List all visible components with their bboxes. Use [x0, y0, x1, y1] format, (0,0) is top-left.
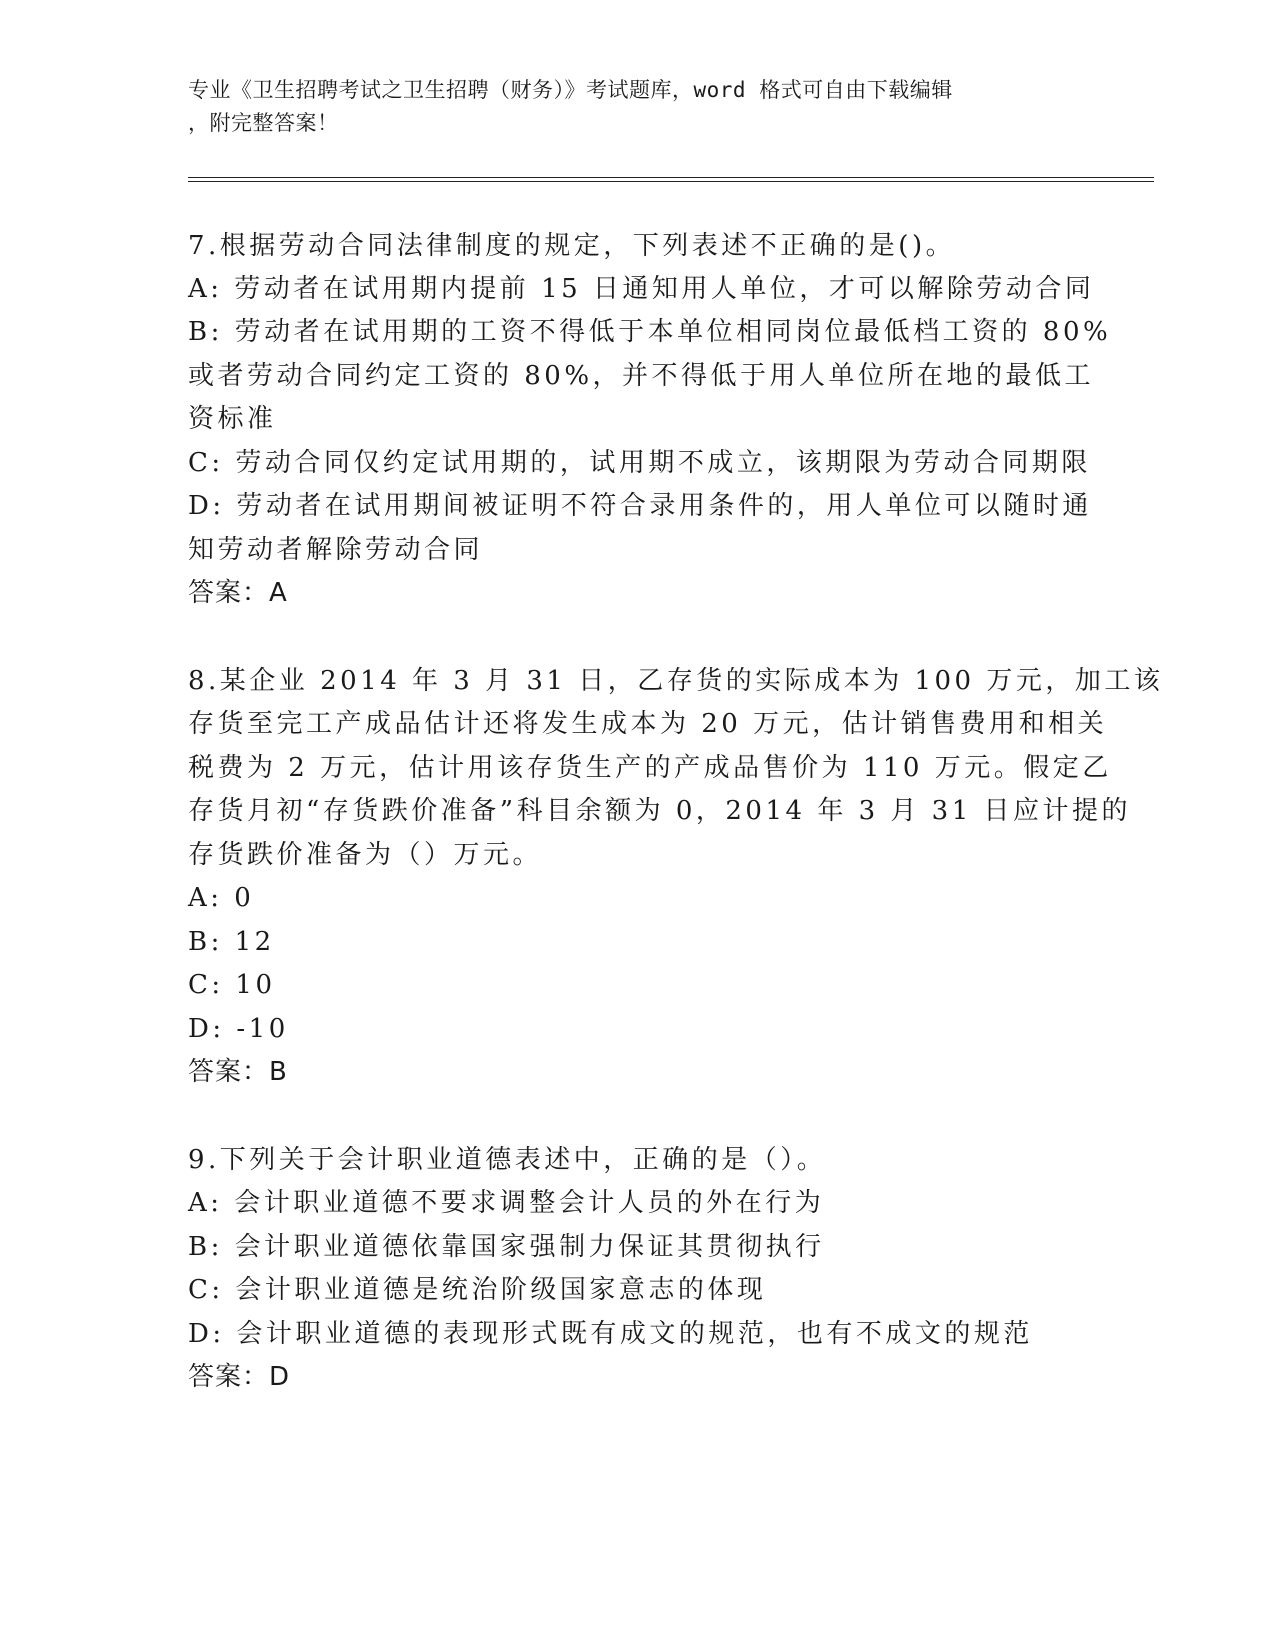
question-9-stem: 9.下列关于会计职业道德表述中，正确的是（）。	[188, 1145, 827, 1175]
question-7-option-b: B: 劳动者在试用期的工资不得低于本单位相同岗位最低档工资的 80%	[188, 317, 1112, 347]
question-8-stem-cont: 税费为 2 万元，估计用该存货生产的产成品售价为 110 万元。假定乙	[188, 753, 1112, 783]
question-8-stem-cont: 存货至完工产成品估计还将发生成本为 20 万元，估计销售费用和相关	[188, 709, 1108, 739]
question-8-option-c: C: 10	[188, 970, 276, 1000]
question-7-option-d-cont: 知劳动者解除劳动合同	[188, 535, 484, 565]
question-9-option-b: B: 会计职业道德依靠国家强制力保证其贯彻执行	[188, 1232, 825, 1262]
question-8-stem: 8.某企业 2014 年 3 月 31 日，乙存货的实际成本为 100 万元，加工该	[188, 666, 1164, 696]
question-8-option-b: B: 12	[188, 927, 275, 957]
question-7-option-d: D: 劳动者在试用期间被证明不符合录用条件的，用人单位可以随时通	[188, 491, 1092, 521]
question-7-stem: 7.根据劳动合同法律制度的规定，下列表述不正确的是()。	[188, 231, 956, 261]
question-7-option-b-cont: 或者劳动合同约定工资的 80%，并不得低于用人单位所在地的最低工	[188, 361, 1095, 391]
header-line-1: 专业《卫生招聘考试之卫生招聘（财务）》考试题库，word 格式可自由下载编辑	[188, 78, 953, 102]
question-9-option-c: C: 会计职业道德是统治阶级国家意志的体现	[188, 1275, 767, 1305]
question-9-option-a: A: 会计职业道德不要求调整会计人员的外在行为	[188, 1188, 825, 1218]
header-line-2: ，附完整答案！	[188, 111, 339, 135]
question-7-option-b-cont: 资标准	[188, 404, 277, 434]
question-7-option-c: C: 劳动合同仅约定试用期的，试用期不成立，该期限为劳动合同期限	[188, 448, 1091, 478]
question-9-answer: 答案：D	[188, 1362, 291, 1392]
question-8-option-d: D: -10	[188, 1014, 289, 1044]
question-7-answer: 答案：A	[188, 578, 288, 608]
document-header	[188, 74, 1068, 140]
question-7-option-a: A: 劳动者在试用期内提前 15 日通知用人单位，才可以解除劳动合同	[188, 274, 1095, 304]
question-8-answer: 答案：B	[188, 1057, 288, 1087]
question-8-stem-cont: 存货跌价准备为（）万元。	[188, 840, 543, 870]
header-divider	[188, 177, 1154, 182]
question-8-stem-cont: 存货月初“存货跌价准备”科目余额为 0，2014 年 3 月 31 日应计提的	[188, 796, 1132, 826]
question-8-option-a: A: 0	[188, 883, 255, 913]
question-9-option-d: D: 会计职业道德的表现形式既有成文的规范，也有不成文的规范	[188, 1319, 1033, 1349]
